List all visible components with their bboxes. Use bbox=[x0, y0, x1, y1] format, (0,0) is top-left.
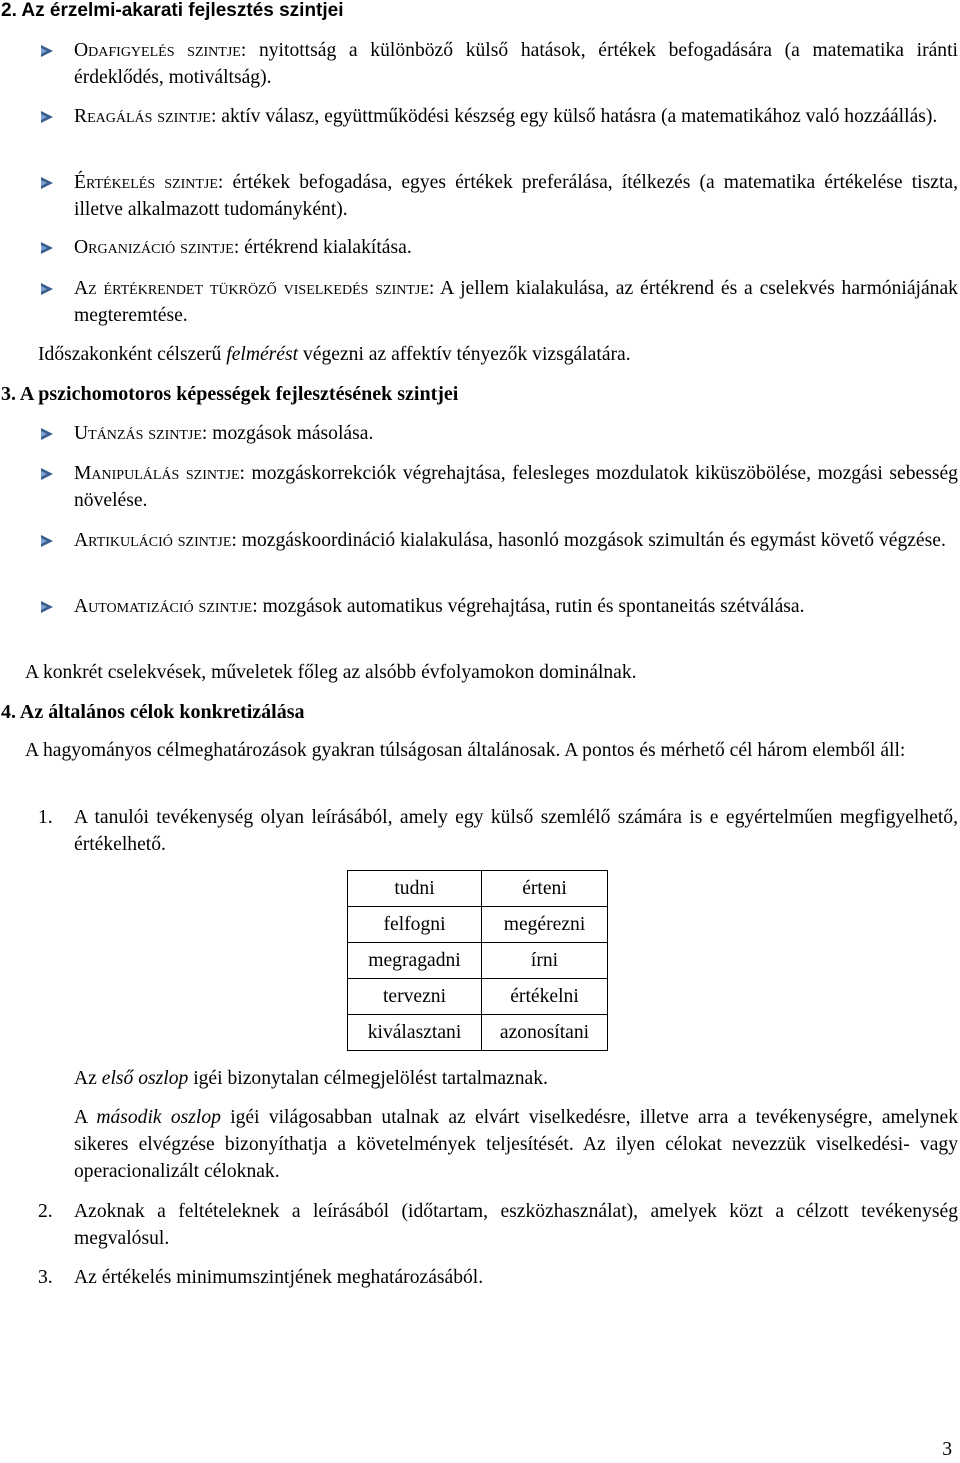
list-number: 3. bbox=[38, 1267, 53, 1288]
level-label: Az értékrendet tükröző viselkedés szintje: bbox=[74, 278, 435, 299]
level-description: mozgások automatikus végrehajtása, rutin és spontaneitás szétválása. bbox=[257, 596, 805, 617]
numbered-item-text: A tanulói tevékenység olyan leírásából, amely egy külső szemlélő számára is e egyértelműen megfigyelhető, értékelhető. bbox=[74, 807, 958, 855]
list-number: 1. bbox=[38, 807, 53, 828]
note-text: végezni az affektív tényezők vizsgálatára. bbox=[298, 344, 631, 365]
note-emphasis: első oszlop bbox=[101, 1068, 189, 1089]
table-row bbox=[348, 907, 608, 943]
table-cell: kiválasztani bbox=[348, 1015, 482, 1051]
arrow-bullet-icon bbox=[41, 177, 53, 189]
arrow-bullet-icon bbox=[41, 283, 53, 295]
level-label: Reagálás szintje: bbox=[74, 106, 217, 127]
table-cell: értékelni bbox=[482, 979, 608, 1015]
table-cell: tervezni bbox=[348, 979, 482, 1015]
level-description: nyitottság a különböző külső hatások, értékek befogadására (a matematika iránti érdeklődés, motiváltság). bbox=[74, 40, 958, 88]
numbered-item-text: Az értékelés minimumszintjének meghatározásából. bbox=[74, 1267, 484, 1288]
note-emphasis: második oszlop bbox=[96, 1107, 221, 1128]
table-row bbox=[348, 1015, 608, 1051]
list-number: 2. bbox=[38, 1201, 53, 1222]
level-description: értékrend kialakítása. bbox=[239, 237, 412, 258]
list-item bbox=[74, 593, 958, 620]
section-heading-3: 3. A pszichomotoros képességek fejlesztésének szintjei bbox=[1, 383, 459, 405]
level-description: A jellem kialakulása, az értékrend és a cselekvés harmóniájának megteremtése. bbox=[74, 278, 958, 326]
note-text: Időszakonként célszerű bbox=[38, 344, 227, 365]
table-cell: írni bbox=[482, 943, 608, 979]
note-text: igéi világosabban utalnak az elvárt viselkedésre, illetve arra a tevékenységre, amelynek sikeres elvégzése bizonyíthatja a követelmények teljesítését. Az ilyen célokat nevezzük viselkedési- vagy operacionalizált céloknak. bbox=[74, 1107, 958, 1182]
list-item bbox=[74, 169, 958, 223]
arrow-bullet-icon bbox=[41, 45, 53, 57]
list-item bbox=[74, 234, 958, 261]
list-item bbox=[74, 37, 958, 91]
level-label: Artikuláció szintje: bbox=[74, 530, 237, 551]
table-cell: megérezni bbox=[482, 907, 608, 943]
list-item bbox=[74, 103, 958, 130]
level-description: aktív válasz, együttműködési készség egy külső hatásra (a matematikához való hozzáállás). bbox=[216, 106, 938, 127]
level-label: Automatizáció szintje: bbox=[74, 596, 258, 617]
note-text: Az bbox=[74, 1068, 102, 1089]
arrow-bullet-icon bbox=[41, 601, 53, 613]
arrow-bullet-icon bbox=[41, 242, 53, 254]
table-cell: felfogni bbox=[348, 907, 482, 943]
page-number: 3 bbox=[942, 1439, 952, 1460]
first-column-note bbox=[74, 1065, 958, 1092]
section-heading-2: 2. Az érzelmi-akarati fejlesztés szintjei bbox=[1, 0, 344, 21]
section2-note bbox=[38, 341, 938, 368]
list-item bbox=[74, 275, 958, 329]
level-label: Organizáció szintje: bbox=[74, 237, 240, 258]
level-description: mozgáskorrekciók végrehajtása, felesleges mozdulatok kiküszöbölése, mozgási sebesség növelése. bbox=[74, 463, 958, 511]
list-item bbox=[74, 527, 958, 554]
section4-intro: A hagyományos célmeghatározások gyakran túlságosan általánosak. A pontos és mérhető cél három elemből áll: bbox=[25, 740, 906, 761]
note-text: A bbox=[74, 1107, 97, 1128]
note-emphasis: felmérést bbox=[226, 344, 299, 365]
table-row bbox=[348, 943, 608, 979]
level-description: értékek befogadása, egyes értékek preferálása, ítélkezés (a matematika értékelése tiszta, illetve alkalmazott tudományként). bbox=[74, 172, 958, 220]
note-text: igéi bizonytalan célmegjelölést tartalmaznak. bbox=[188, 1068, 548, 1089]
table-cell: azonosítani bbox=[482, 1015, 608, 1051]
list-item bbox=[74, 460, 958, 514]
arrow-bullet-icon bbox=[41, 468, 53, 480]
numbered-item-text: Azoknak a feltételeknek a leírásából (időtartam, eszközhasználat), amelyek közt a célzott tevékenység megvalósul. bbox=[74, 1201, 958, 1249]
level-description: mozgáskoordináció kialakulása, hasonló mozgások szimultán és egymást követő végzése. bbox=[236, 530, 946, 551]
level-description: mozgások másolása. bbox=[207, 423, 374, 444]
verbs-table bbox=[347, 870, 608, 1051]
section3-note: A konkrét cselekvések, műveletek főleg az alsóbb évfolyamokon dominálnak. bbox=[25, 662, 637, 683]
list-item bbox=[74, 420, 958, 447]
section-heading-4: 4. Az általános célok konkretizálása bbox=[1, 701, 305, 723]
arrow-bullet-icon bbox=[41, 428, 53, 440]
table-row bbox=[348, 979, 608, 1015]
table-row bbox=[348, 871, 608, 907]
arrow-bullet-icon bbox=[41, 111, 53, 123]
arrow-bullet-icon bbox=[41, 535, 53, 547]
level-label: Odafigyelés szintje: bbox=[74, 40, 247, 61]
level-label: Értékelés szintje: bbox=[74, 172, 224, 193]
level-label: Manipulálás szintje: bbox=[74, 463, 245, 484]
table-cell: tudni bbox=[348, 871, 482, 907]
level-label: Utánzás szintje: bbox=[74, 423, 208, 444]
table-cell: megragadni bbox=[348, 943, 482, 979]
table-cell: érteni bbox=[482, 871, 608, 907]
second-column-note bbox=[74, 1104, 958, 1185]
